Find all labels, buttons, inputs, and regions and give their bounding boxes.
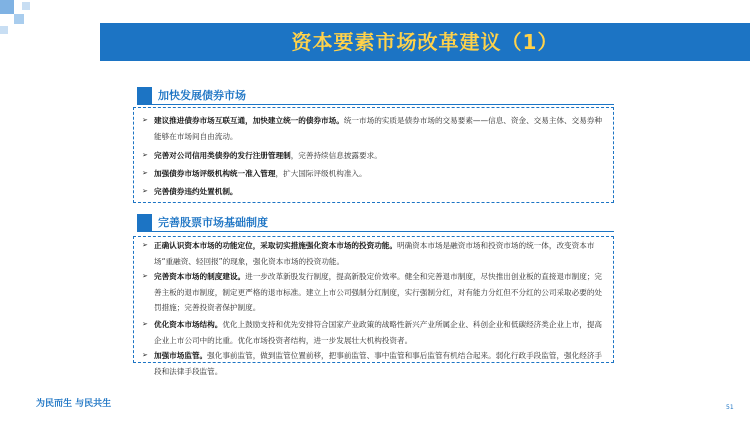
list-item: ➢ 优化资本市场结构。优化上鼓励支持和优先安排符合国家产业政策的战略性新兴产业所属企业、科创企业和低碳经济类企业上市，提高企业上市公司中的比重。优化市场投资者结构，进一步发展壮大机构投资者。 (142, 317, 605, 348)
arrow-bullet-icon: ➢ (142, 169, 148, 177)
slide-title: 资本要素市场改革建议（1） (291, 30, 559, 54)
page-number: 51 (726, 404, 734, 411)
stock-market-box (133, 236, 614, 376)
list-item: ➢ 加强债券市场评级机构统一准入管理，扩大国际评级机构准入。 (142, 166, 605, 182)
arrow-bullet-icon: ➢ (142, 116, 148, 124)
arrow-bullet-icon: ➢ (142, 241, 148, 249)
list-item: ➢ 建议推进债券市场互联互通，加快建立统一的债券市场。统一市场的实质是债券市场的交易要素——信息、资金、交易主体、交易券种能够在市场间自由流动。 (142, 113, 605, 144)
bond-market-box (133, 107, 614, 203)
section-header-bond-market (137, 87, 614, 105)
section-marker (137, 87, 152, 104)
corner-square (0, 0, 14, 14)
corner-square (0, 26, 8, 34)
arrow-bullet-icon: ➢ (142, 351, 148, 359)
footer-slogan: 为民而生 与民共生 (36, 399, 112, 409)
list-item: ➢ 正确认识资本市场的功能定位，采取切实措施强化资本市场的投资功能。明确资本市场是融资市场和投资市场的统一体，改变资本市场“重融资、轻回报”的现象，强化资本市场的投资功能。 (142, 238, 605, 269)
list-item: ➢ 完善资本市场的制度建设。进一步改革新股发行制度，提高新股定价效率。健全和完善退市制度，尽快推出创业板的直接退市制度；完善主板的退市制度，制定更严格的退市标准。建立上市公司强制分红制度，实行强制分红，对有能力分红但不分红的公司采取必要的处罚措施；完善投资者保护制度。 (142, 269, 605, 316)
section-title: 加快发展债券市场 (158, 89, 246, 102)
arrow-bullet-icon: ➢ (142, 272, 148, 280)
section-marker (137, 214, 152, 231)
list-item: ➢ 完善对公司信用类债券的发行注册管理制，完善持续信息披露要求。 (142, 148, 605, 164)
arrow-bullet-icon: ➢ (142, 151, 148, 159)
section-title: 完善股票市场基础制度 (158, 216, 268, 229)
arrow-bullet-icon: ➢ (142, 320, 148, 328)
list-item: ➢ 加强市场监管。强化事前监管，做到监管位置前移，把事前监管、事中监管和事后监管有机结合起来。弱化行政手段监管，强化经济手段和法律手段监管。 (142, 348, 605, 379)
corner-square (14, 14, 24, 24)
corner-square (22, 2, 30, 10)
arrow-bullet-icon: ➢ (142, 187, 148, 195)
list-item: ➢ 完善债券违约处置机制。 (142, 184, 605, 200)
title-banner (100, 23, 750, 61)
section-header-stock-market (137, 214, 614, 232)
